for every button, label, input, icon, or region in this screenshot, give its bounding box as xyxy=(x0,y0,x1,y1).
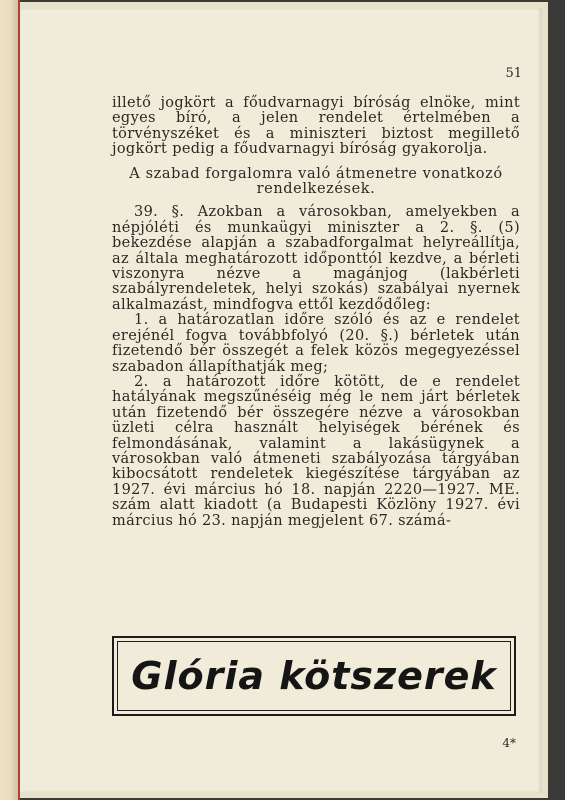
advertisement-inner-frame xyxy=(117,641,511,711)
body-text xyxy=(112,96,520,529)
advertisement-text: Glória kötszerek xyxy=(131,654,497,698)
book-page xyxy=(20,8,542,793)
list-item-1: 1. a határozatlan időre szóló és az e rendelet erejénél fogva továbbfolyó (20. §.) bérletek után fizetendő bér összegét a felek közös megegyezéssel szabadon állapíthatják meg; xyxy=(112,312,520,375)
list-item-2: 2. a határozott időre kötött, de e rendelet hatályának megszűnéséig még le nem járt bérletek után fizetendő bér összegére nézve a városokban üzleti célra használt helyiségek bérének és felmondásának, valamint a lakásügynek a városokban való átmeneti szabályozása tárgyában kibocsátott rendeletek kiegészítése tárgyában az 1927. évi március hó 18. napján 2220—1927. ME. szám alatt kiadott (a Budapesti Közlöny 1927. évi március hó 23. napján megjelent 67. számá- xyxy=(112,373,520,529)
advertisement-box xyxy=(112,636,516,716)
facing-page-edge xyxy=(0,0,18,800)
signature-mark: 4* xyxy=(502,736,516,750)
paragraph-39: 39. §. Azokban a városokban, amelyekben a népjóléti és munkaügyi miniszter a 2. §. (5) bekezdése alapján a szabadforgalmat helyreállítja, az általa meghatározott időponttól kezdve, a bérleti viszonyra nézve a magánjog (lakbérleti szabályrendeletek, helyi szokás) szabályai nyernek alkalmazást, mindfogva ettől kezdődőleg: xyxy=(112,204,520,313)
section-heading: A szabad forgalomra való átmenetre vonatkozó rendelkezések. xyxy=(129,165,503,198)
paragraph-continuation: illető jogkört a főudvarnagyi bíróság elnöke, mint egyes bíró, a jelen rendelet értelmében a törvényszéket és a miniszteri biztost megillető jogkört pedig a főudvarnagyi bíróság gyakorolja. xyxy=(112,95,520,158)
page-number: 51 xyxy=(505,66,522,81)
